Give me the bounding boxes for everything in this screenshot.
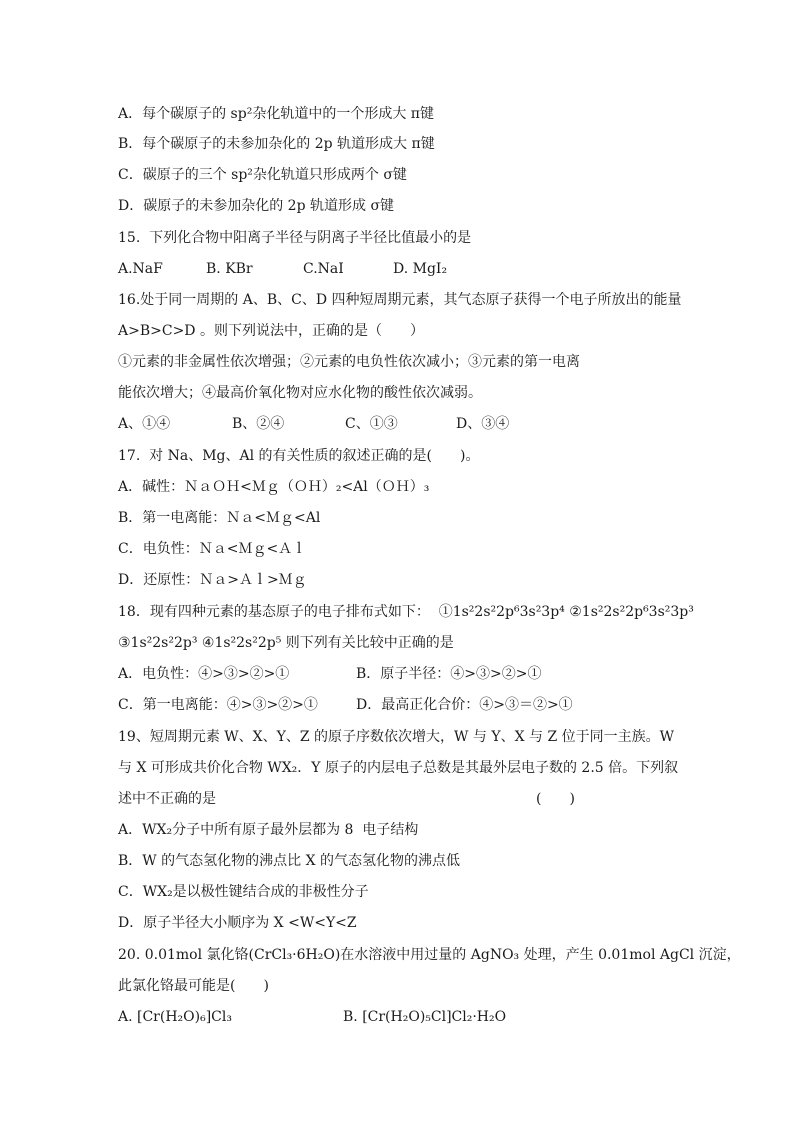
q19-option-d: D．原子半径大小顺序为 X <W<Y<Z xyxy=(118,915,357,931)
q16-option-d: D、③④ xyxy=(456,416,510,432)
q20-option-b: B. [Cr(H₂O)₅Cl]Cl₂·H₂O xyxy=(343,1009,507,1025)
q15-option-a: A.NaF xyxy=(118,261,163,277)
q16-option-a: A、①④ xyxy=(118,416,171,432)
q16-option-b: B、②④ xyxy=(232,416,285,432)
q14-option-c: C．碳原子的三个 sp²杂化轨道只形成两个 σ键 xyxy=(118,167,407,183)
q16-option-c: C、①③ xyxy=(345,416,398,432)
q17-option-a: A．碱性：ＮａＯＨ<Ｍｇ（ＯＨ）₂<Al（ＯＨ）₃ xyxy=(118,479,430,495)
q19-stem-line2: 与 X 可形成共价化合物 WX₂．Y 原子的内层电子总数是其最外层电子数的 2.5 倍。下列叙 xyxy=(118,760,679,776)
q18-option-c: C．第一电离能：④>③>②>① xyxy=(118,697,318,713)
q14-option-a: A．每个碳原子的 sp²杂化轨道中的一个形成大 π键 xyxy=(118,106,434,122)
q17-option-c: C．电负性：Ｎａ<Ｍｇ<Ａｌ xyxy=(118,541,307,557)
q19-option-a: A．WX₂分子中所有原子最外层都为 8 电子结构 xyxy=(118,822,419,838)
q20-stem-line2: 此氯化铬最可能是( ) xyxy=(118,978,269,994)
q16-stem-line1: 16.处于同一周期的 A、B、C、D 四种短周期元素，其气态原子获得一个电子所放出的能量 xyxy=(118,292,682,308)
q19-option-c: C．WX₂是以极性键结合成的非极性分子 xyxy=(118,884,369,900)
q17-option-b: B．第一电离能：Ｎａ<Ｍｇ<Al xyxy=(118,510,321,526)
q15-option-d: D. MgI₂ xyxy=(393,261,448,277)
q18-option-d: D．最高正化合价：④>③＝②>① xyxy=(356,697,573,713)
q15-option-b: B. KBr xyxy=(206,261,253,277)
q18-option-a: A．电负性：④>③>②>① xyxy=(118,666,290,682)
q19-stem-line3: 述中不正确的是 xyxy=(118,791,216,807)
q14-option-d: D．碳原子的未参加杂化的 2p 轨道形成 σ键 xyxy=(118,198,394,214)
q15-stem: 15. 下列化合物中阳离子半径与阴离子半径比值最小的是 xyxy=(118,230,472,246)
q16-stem-line4: 能依次增大；④最高价氧化物对应水化物的酸性依次减弱。 xyxy=(118,385,482,401)
q19-option-b: B．W 的气态氢化物的沸点比 X 的气态氢化物的沸点低 xyxy=(118,853,460,869)
q15-option-c: C.NaI xyxy=(303,261,344,277)
q16-stem-line2: A>B>C>D 。则下列说法中，正确的是（ ） xyxy=(118,323,424,339)
q19-answer-paren: ( ) xyxy=(536,791,575,807)
q18-stem-line2: ③1s²2s²2p³ ④1s²2s²2p⁵ 则下列有关比较中正确的是 xyxy=(118,635,454,651)
q14-option-b: B．每个碳原子的未参加杂化的 2p 轨道形成大 π键 xyxy=(118,136,435,152)
q17-option-d: D．还原性：Ｎａ>Ａｌ>Ｍｇ xyxy=(118,572,307,588)
q20-option-a: A. [Cr(H₂O)₆]Cl₃ xyxy=(118,1009,232,1025)
q18-stem-line1: 18．现有四种元素的基态原子的电子排布式如下： ①1s²2s²2p⁶3s²3p⁴ ②1s²2s²2p⁶3s²3p³ xyxy=(118,604,694,620)
q17-stem: 17. 对 Na、Mg、Al 的有关性质的叙述正确的是( )。 xyxy=(118,448,480,464)
q16-stem-line3: ①元素的非金属性依次增强；②元素的电负性依次减小；③元素的第一电离 xyxy=(118,354,580,370)
q19-stem-line1: 19、短周期元素 W、X、Y、Z 的原子序数依次增大，W 与 Y、X 与 Z 位于同一主族。W xyxy=(118,729,675,745)
q20-stem-line1: 20. 0.01mol 氯化铬(CrCl₃·6H₂O)在水溶液中用过量的 AgNO₃ 处理，产生 0.01mol AgCl 沉淀， xyxy=(118,947,741,963)
q18-option-b: B．原子半径：④>③>②>① xyxy=(356,666,542,682)
